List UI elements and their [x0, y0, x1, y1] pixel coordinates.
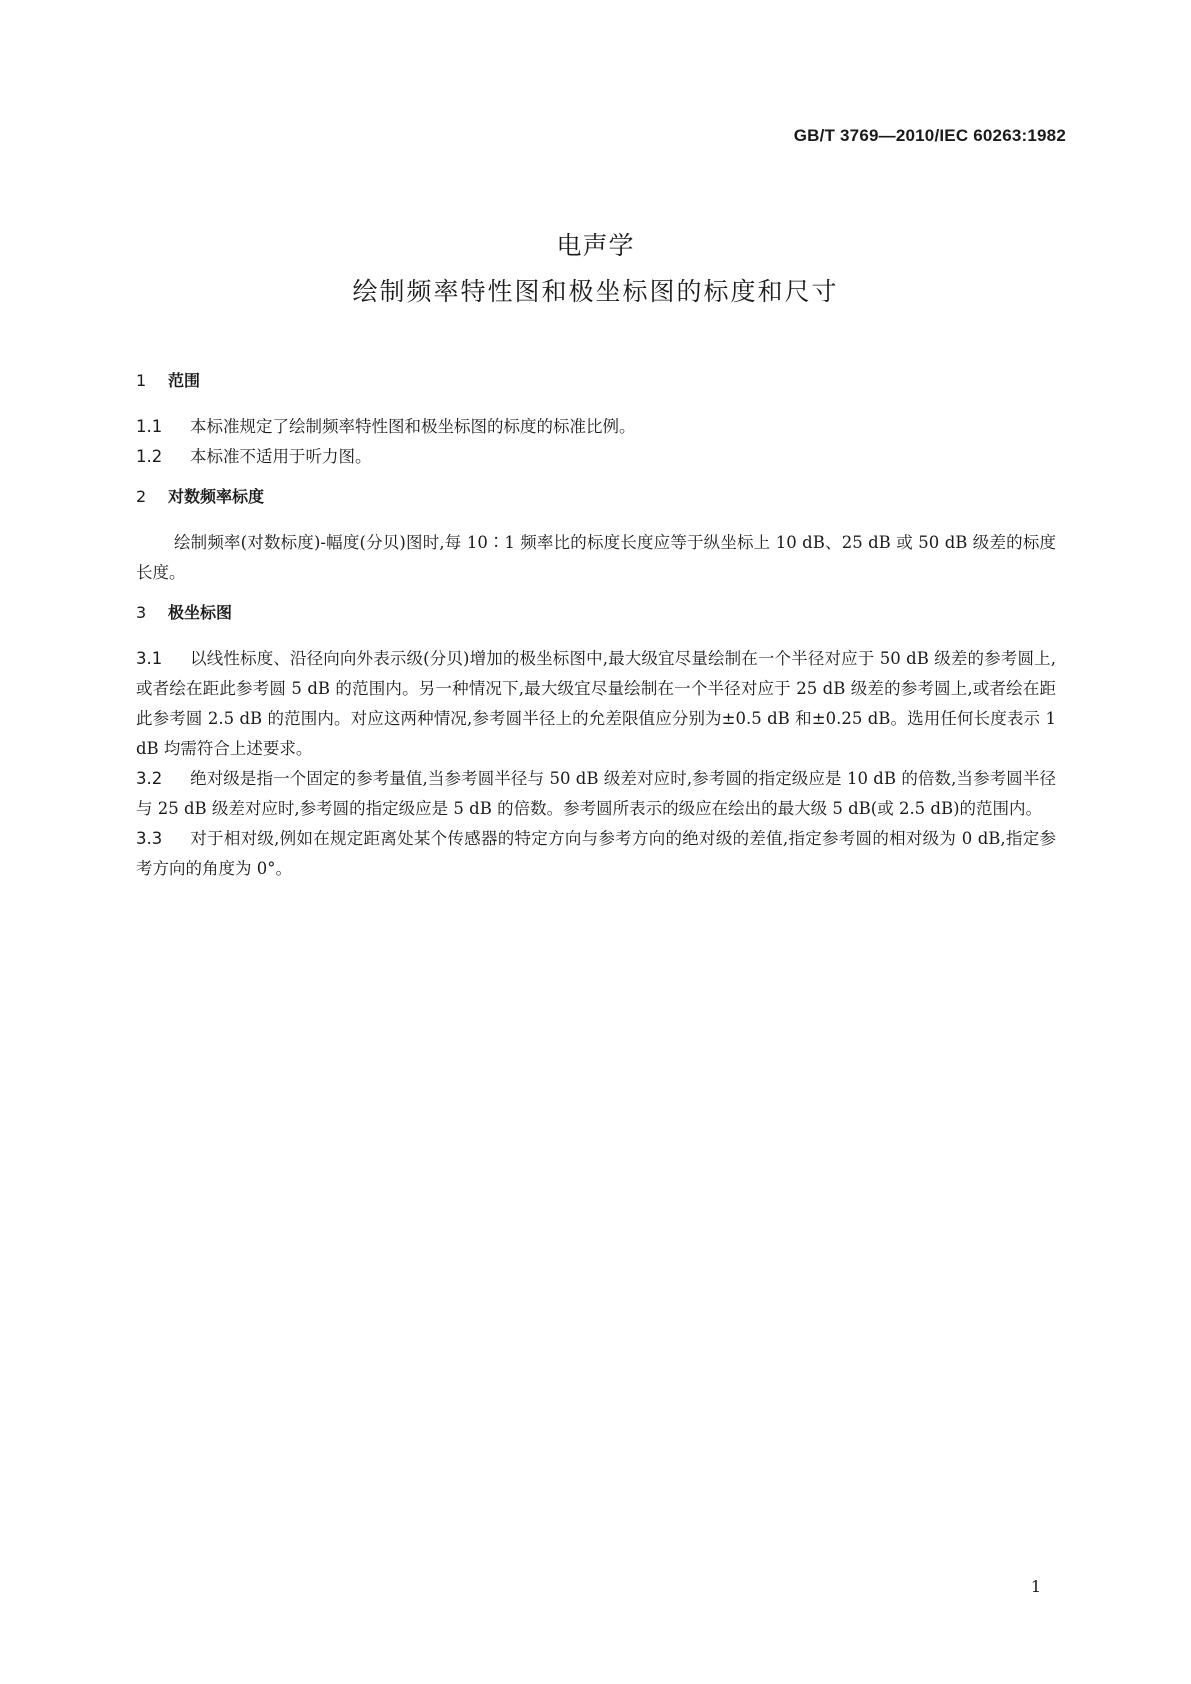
section-2-title: 对数频率标度: [168, 487, 265, 506]
section-1-heading: [136, 370, 1056, 392]
clause-2-text: 绘制频率(对数标度)-幅度(分贝)图时,每 10∶1 频率比的标度长度应等于纵坐标上 10 dB、25 dB 或 50 dB 级差的标度长度。: [136, 533, 1056, 582]
page-number: 1: [1030, 1577, 1041, 1596]
clause-3-3-number: 3.3: [136, 829, 163, 848]
clause-1-2-number: 1.2: [136, 447, 163, 466]
section-2-heading: [136, 486, 1056, 508]
clause-1-1-number: 1.1: [136, 417, 163, 436]
clause-3-3: [136, 824, 1056, 884]
title-sub: 绘制频率特性图和极坐标图的标度和尺寸: [352, 277, 839, 306]
clause-3-1-number: 3.1: [136, 649, 163, 668]
section-1-number: 1: [136, 371, 147, 390]
document-body: [136, 370, 1056, 884]
standard-code: GB/T 3769—2010/IEC 60263:1982: [793, 126, 1066, 145]
clause-1-2-text: 本标准不适用于听力图。: [190, 447, 372, 466]
section-2-number: 2: [136, 487, 147, 506]
clause-1-1-text: 本标准规定了绘制频率特性图和极坐标图的标度的标准比例。: [190, 417, 636, 436]
clause-3-2-text: 绝对级是指一个固定的参考量值,当参考圆半径与 50 dB 级差对应时,参考圆的指定级应是 10 dB 的倍数,当参考圆半径与 25 dB 级差对应时,参考圆的指定级应是 5 dB 的倍数。参考圆所表示的级应在绘出的最大级 5 dB(或 2.5 dB)的范围内。: [136, 769, 1056, 818]
section-3-number: 3: [136, 603, 147, 622]
clause-3-3-text: 对于相对级,例如在规定距离处某个传感器的特定方向与参考方向的绝对级的差值,指定参考圆的相对级为 0 dB,指定参考方向的角度为 0°。: [136, 829, 1056, 878]
clause-3-1-text: 以线性标度、沿径向向外表示级(分贝)增加的极坐标图中,最大级宜尽量绘制在一个半径对应于 50 dB 级差的参考圆上,或者绘在距此参考圆 5 dB 的范围内。另一种情况下,最大级宜尽量绘制在一个半径对应于 25 dB 级差的参考圆上,或者绘在距此参考圆 2.5 dB 的范围内。对应这两种情况,参考圆半径上的允差限值应分别为±0.5 dB 和±0.25 dB。选用任何长度表示 1 dB 均需符合上述要求。: [136, 649, 1056, 758]
clause-3-1: [136, 644, 1056, 764]
title-main: 电声学: [556, 231, 635, 260]
clause-3-2-number: 3.2: [136, 769, 163, 788]
section-3-heading: [136, 602, 1056, 624]
section-3-title: 极坐标图: [168, 603, 233, 622]
clause-1-1: [136, 412, 1056, 442]
clause-1-2: [136, 442, 1056, 472]
clause-3-2: [136, 764, 1056, 824]
section-1-title: 范围: [168, 371, 201, 390]
document-title: [0, 228, 1191, 310]
